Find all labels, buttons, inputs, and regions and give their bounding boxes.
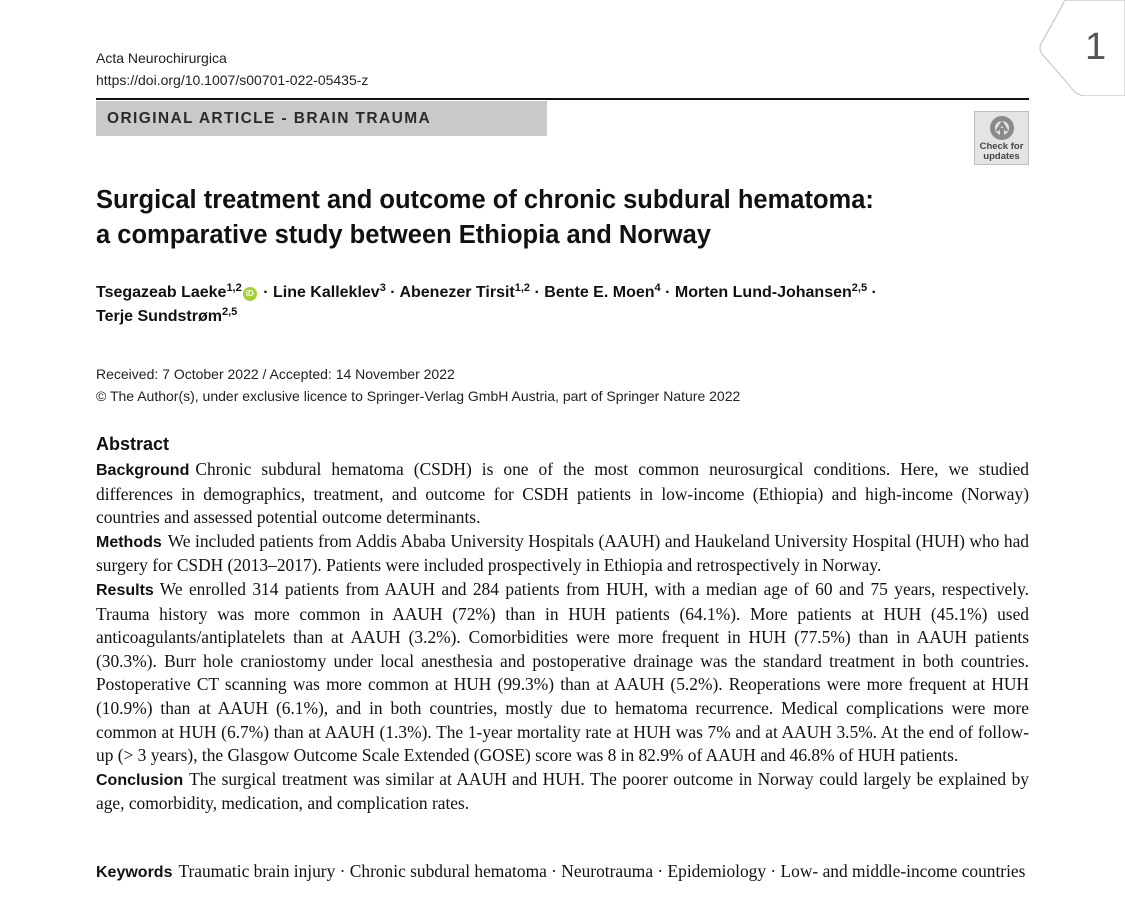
journal-header [96,47,368,91]
received-accepted: Received: 7 October 2022 / Accepted: 14 November 2022 [96,366,455,382]
abstract-conclusion [96,768,1029,816]
keywords-text: Traumatic brain injury · Chronic subdural hematoma · Neurotrauma · Epidemiology · Low- and middle-income countries [178,861,1026,881]
keywords [96,860,1029,885]
page-corner-tab [1036,0,1125,96]
abstract-heading: Abstract [96,434,170,454]
section-text: Chronic subdural hematoma (CSDH) is one of the most common neurosurgical conditions. Here, we studied differences in demographics, treatment, and outcome for CSDH patients in low-income (Ethiopia) and high-income (Norway) countries and assessed potential outcome determinants. [96,459,1029,528]
section-label: Conclusion [96,771,184,789]
author-name[interactable]: Line Kalleklev [272,284,380,301]
title-line-2: a comparative study between Ethiopia and Norway [96,221,711,249]
article-category: ORIGINAL ARTICLE - BRAIN TRAUMA [96,101,547,136]
abstract-background [96,458,1029,530]
section-label: Background [96,462,190,479]
author-name[interactable]: Bente E. Moen [544,284,655,301]
author-affiliation: 2,5 [851,282,868,294]
author-separator: · [871,284,877,301]
check-for-updates-line1: Check for [979,141,1024,152]
section-text: We enrolled 314 patients from AAUH and 284 patients from HUH, with a median age of 60 and 75 years, respectively. Trauma history was more common in AAUH (72%) than in HUH patients (64.1%). More patients at HUH (45.1%) used anticoagulants/antiplatelets than at AAUH (3.2%). Comorbidities were more frequent in HUH (77.5%) than in AAUH patients (30.3%). Burr hole craniostomy under local anesthesia and postoperative drainage was the standard treatment in both countries. Postoperative CT scanning was more common at HUH (99.3%) than at AAUH (5.2%). Reoperations were more frequent at HUH (10.9%) than at AAUH (6.1%), and in both countries, mostly due to hematoma recurrence. Medical complications were more common at HUH (6.7%) than at AAUH (1.3%). The 1-year mortality rate at HUH was 7% and at AAUH 3.5%. At the end of follow-up (> 3 years), the Glasgow Outcome Scale Extended (GOSE) score was 8 in 82.9% of AAUH and 46.8% of HUH patients. [96,578,1029,766]
author-affiliation: 2,5 [221,306,238,318]
abstract-methods [96,530,1029,578]
keywords-label: Keywords [96,864,173,881]
abstract-body [96,458,1029,816]
abstract-results [96,578,1029,768]
page-number: 1 [1085,26,1107,68]
article-title [96,183,1026,253]
author-separator: · [665,284,671,301]
author-separator: · [390,284,396,301]
author-name[interactable]: Terje Sundstrøm [96,308,222,325]
article-dates [96,363,740,407]
author-affiliation: 1,2 [226,282,242,294]
section-text: We included patients from Addis Ababa University Hospitals (AAUH) and Haukeland University Hospital (HUH) who had surgery for CSDH (2013–2017). Patients were included prospectively in Ethiopia and retrospectively in Norway. [96,530,1029,576]
author-affiliation: 3 [379,282,386,294]
header-rule [96,98,1029,100]
author-name[interactable]: Abenezer Tirsit [399,284,515,301]
orcid-icon[interactable]: iD [243,287,257,301]
check-for-updates-line2: updates [983,151,1020,162]
author-affiliation: 4 [654,282,661,294]
author-name[interactable]: Morten Lund-Johansen [674,284,852,301]
crossmark-icon [987,114,1017,142]
title-line-1: Surgical treatment and outcome of chronic subdural hematoma: [96,186,874,214]
check-for-updates-badge[interactable] [974,111,1029,165]
section-label: Results [96,581,154,599]
author-list [96,281,1031,329]
doi-link[interactable]: https://doi.org/10.1007/s00701-022-05435-z [96,72,369,88]
journal-name: Acta Neurochirurgica [96,50,227,66]
author-affiliation: 1,2 [514,282,531,294]
author-separator: · [263,284,269,301]
section-text: The surgical treatment was similar at AAUH and HUH. The poorer outcome in Norway could largely be explained by age, comorbidity, medication, and complication rates. [96,768,1029,814]
author-separator: · [534,284,540,301]
author-name[interactable]: Tsegazeab Laeke [96,284,227,301]
section-label: Methods [96,533,162,551]
copyright-notice: © The Author(s), under exclusive licence to Springer-Verlag GmbH Austria, part of Springer Nature 2022 [96,388,741,404]
